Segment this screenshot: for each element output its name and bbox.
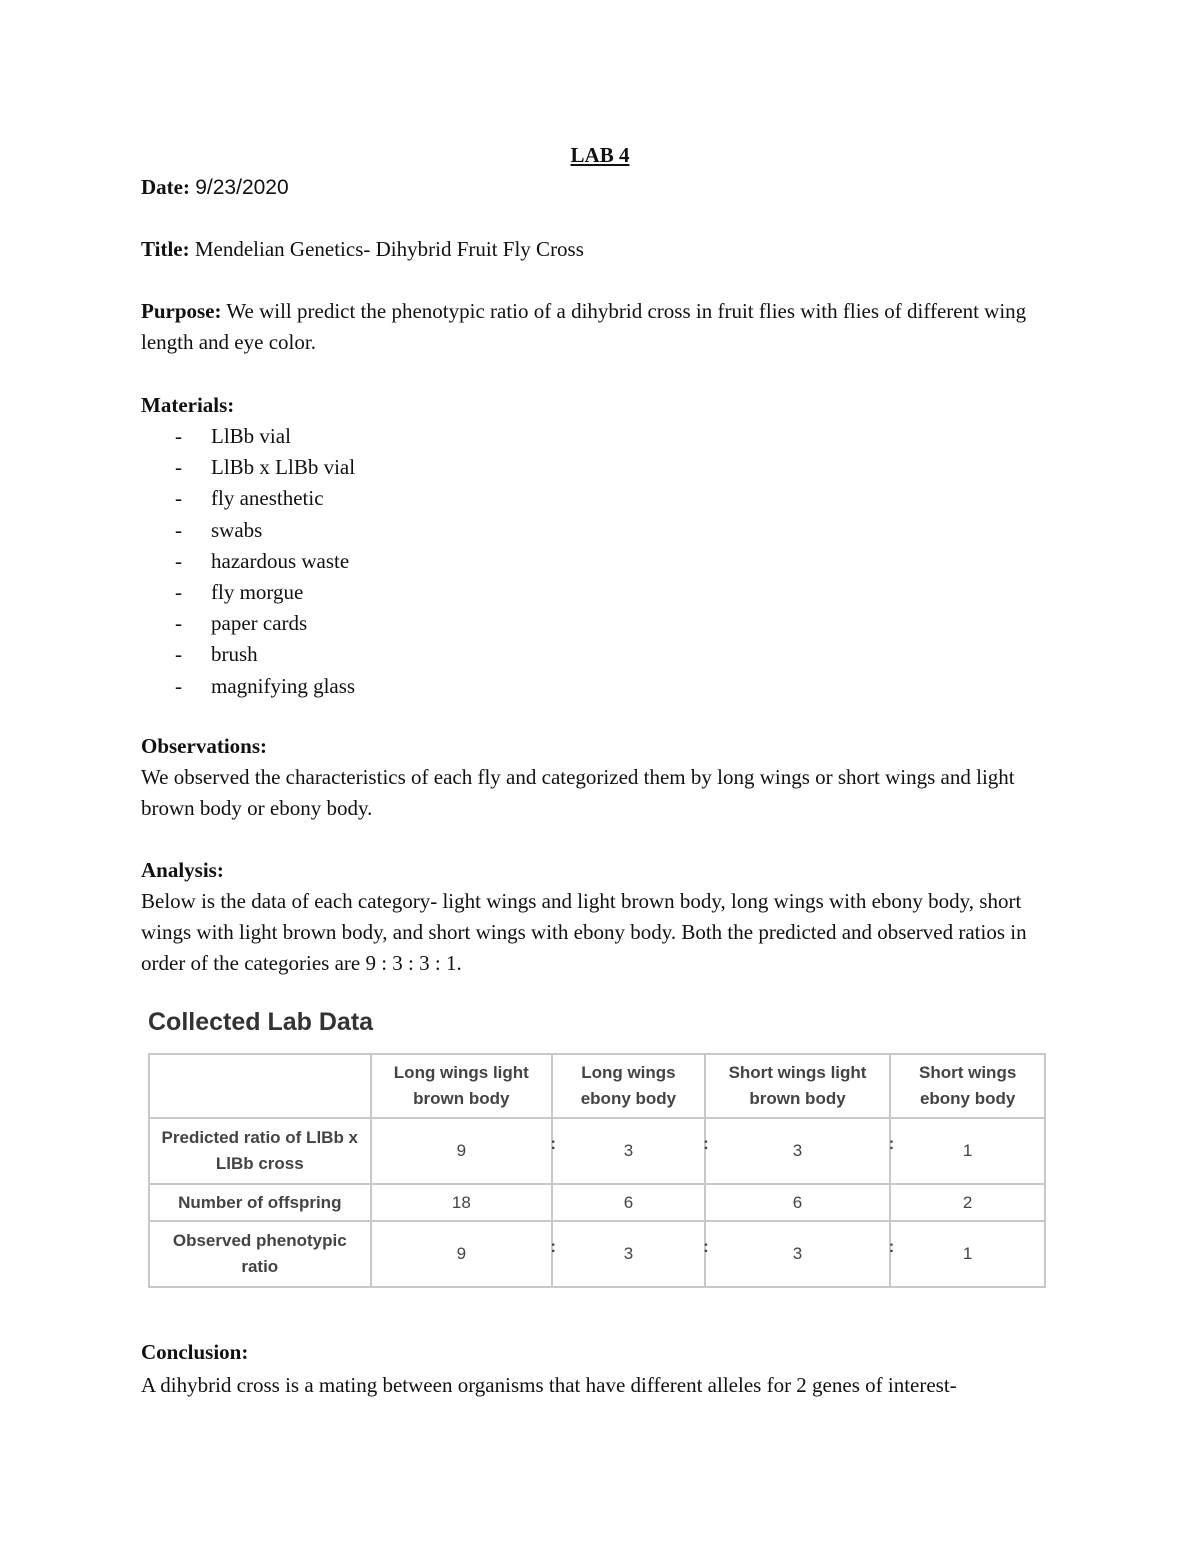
table-cell: 3 : <box>705 1221 891 1287</box>
materials-heading: Materials: <box>141 393 235 417</box>
column-header: Long wings light brown body <box>371 1054 553 1118</box>
purpose-label: Purpose: <box>141 299 222 323</box>
list-item: - fly morgue <box>175 579 304 604</box>
row-header: Number of offspring <box>149 1184 371 1221</box>
table-row <box>149 1118 1045 1184</box>
ratio-separator: : <box>703 1237 709 1256</box>
ratio-separator: : <box>550 1237 557 1256</box>
title-label: Title: <box>141 237 190 261</box>
date-label: Date: <box>141 175 190 199</box>
date-line <box>141 172 289 203</box>
lab-data-table <box>148 1053 1046 1288</box>
title-value: Mendelian Genetics- Dihybrid Fruit Fly Cross <box>194 237 584 261</box>
table-cell: 6 <box>705 1184 891 1221</box>
ratio-separator: : <box>703 1134 709 1153</box>
column-header: Long wings ebony body <box>552 1054 705 1118</box>
table-header-row <box>149 1054 1045 1118</box>
table-cell: 1 <box>890 1118 1045 1184</box>
column-header: Short wings light brown body <box>705 1054 891 1118</box>
list-item: - brush <box>175 642 258 667</box>
ratio-separator: : <box>550 1134 557 1153</box>
purpose-text: We will predict the phenotypic ratio of a dihybrid cross in fruit flies with flies of different wing length and eye color. <box>141 299 1027 354</box>
column-header: Short wings ebony body <box>890 1054 1045 1118</box>
list-item: - magnifying glass <box>175 673 356 698</box>
list-item: - LlBb vial <box>175 424 291 448</box>
observations-heading: Observations: <box>141 734 267 758</box>
list-item: - hazardous waste <box>175 548 350 573</box>
table-cell: 6 <box>552 1184 705 1221</box>
list-item: - LlBb x LlBb vial <box>175 455 356 480</box>
title-line <box>141 234 584 265</box>
list-item: - swabs <box>175 517 263 542</box>
table-cell: 3 : <box>552 1118 705 1184</box>
table-cell: 9 : <box>371 1221 553 1287</box>
conclusion-text: A dihybrid cross is a mating between organisms that have different alleles for 2 genes of interest- <box>141 1373 957 1397</box>
observations-text: We observed the characteristics of each fly and categorized them by long wings or short wings and light brown body or ebony body. <box>141 765 1015 820</box>
row-header: Observed phenotypic ratio <box>149 1221 371 1287</box>
ratio-separator: : <box>888 1237 895 1256</box>
table-cell: 9 : <box>371 1118 553 1184</box>
table-cell: 2 <box>890 1184 1045 1221</box>
ratio-separator: : <box>888 1134 895 1153</box>
table-corner-cell <box>149 1054 371 1118</box>
conclusion-heading: Conclusion: <box>141 1340 249 1364</box>
purpose-paragraph <box>141 296 1061 358</box>
table-cell: 1 <box>890 1221 1045 1287</box>
analysis-heading: Analysis: <box>141 858 224 882</box>
analysis-text: Below is the data of each category- light wings and light brown body, long wings with ebony body, short wings with light brown body, and short wings with ebony body. Both the predicted and observed ratios in order of the categories are 9 : 3 : 3 : 1. <box>141 889 1027 975</box>
row-header: Predicted ratio of LlBb x LlBb cross <box>149 1118 371 1184</box>
page-title: LAB 4 <box>570 143 630 167</box>
date-value: 9/23/2020 <box>195 176 289 199</box>
table-cell: 3 : <box>552 1221 705 1287</box>
list-item: - fly anesthetic <box>175 486 324 511</box>
table-cell: 3 : <box>705 1118 891 1184</box>
table-row <box>149 1184 1045 1221</box>
list-item: - paper cards <box>175 611 308 636</box>
materials-list <box>141 421 355 702</box>
table-row <box>149 1221 1045 1287</box>
table-title: Collected Lab Data <box>148 1008 374 1036</box>
table-cell: 18 <box>371 1184 553 1221</box>
